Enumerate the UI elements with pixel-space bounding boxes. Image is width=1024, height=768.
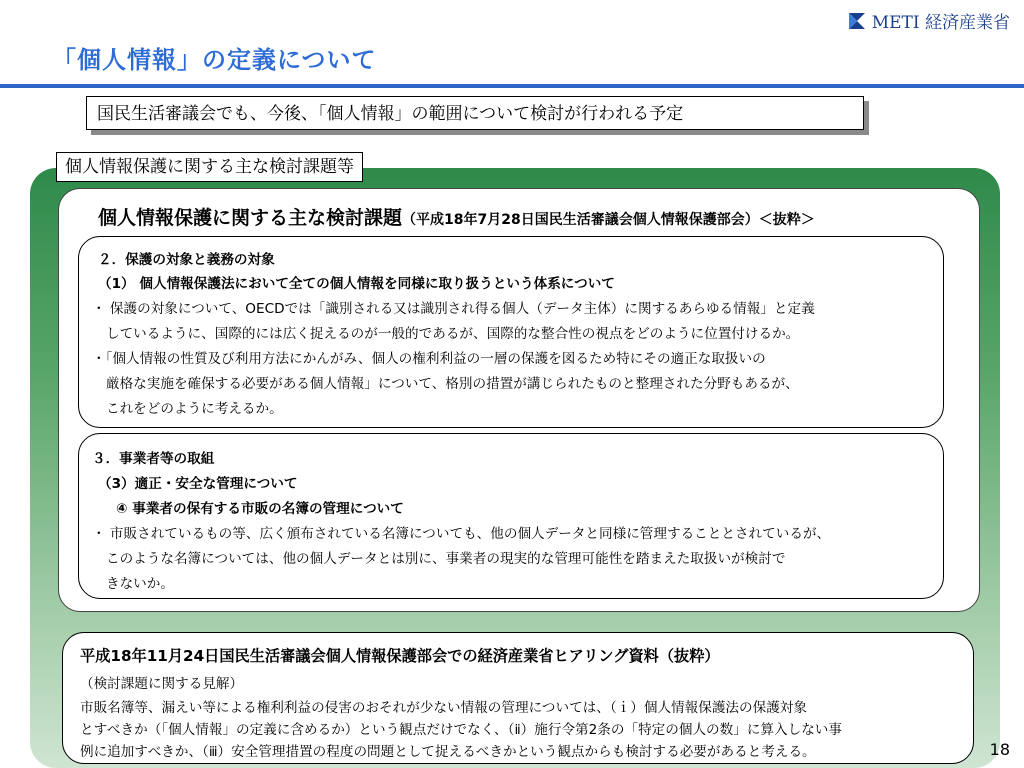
box2-line-6: きないか。 <box>106 576 174 592</box>
upper-heading <box>98 203 815 230</box>
box2-line-3: ④ 事業者の保有する市販の名簿の管理について <box>116 501 404 517</box>
page-number: 18 <box>989 740 1010 759</box>
meti-logo-icon <box>846 10 868 32</box>
box1-line-4: しているように、国際的には広く捉えるのが一般的であるが、国際的な整合性の視点をどのように位置付けるか。 <box>106 326 800 342</box>
lower-line-1: 市販名簿等、漏えい等による権利利益の侵害のおそれが少ない情報の管理については、（ｉ）個人情報保護法の保護対象 <box>80 700 807 716</box>
title-divider <box>0 84 1024 88</box>
logo-text: METI 経済産業省 <box>871 13 1010 33</box>
lower-line-2: とすべきか（「個人情報」の定義に含めるか）という観点だけでなく、（ⅱ）施行令第2条の「特定の個人の数」に算入しない事 <box>80 722 842 738</box>
box1-line-1: ２．保護の対象と義務の対象 <box>98 252 275 268</box>
box2-line-4: ・ 市販されているもの等、広く頒布されている名簿についても、他の個人データと同様に管理することとされているが、 <box>92 526 831 542</box>
lower-line-3: 例に追加すべきか、（ⅲ）安全管理措置の程度の問題として捉えるべきかという観点からも検討する必要があると考える。 <box>80 744 816 760</box>
box1-line-6: 厳格な実施を確保する必要がある個人情報」について、格別の措置が講じられたものと整理された分野もあるが、 <box>106 376 799 392</box>
box1-line-2: （1） 個人情報保護法において全ての個人情報を同様に取り扱うという体系について <box>98 276 615 292</box>
lower-heading: 平成18年11月24日国民生活審議会個人情報保護部会での経済産業省ヒアリング資料（抜粋） <box>80 647 720 665</box>
meti-logo <box>846 8 1010 33</box>
section-label: 個人情報保護に関する主な検討課題等 <box>56 152 363 182</box>
box2-line-2: （3）適正・安全な管理について <box>98 476 298 492</box>
lower-subheading: （検討課題に関する見解） <box>80 676 244 692</box>
box1-line-5: ・「個人情報の性質及び利用方法にかんがみ、個人の権利利益の一層の保護を図るため特にその適正な取扱いの <box>92 351 766 367</box>
upper-heading-text: 個人情報保護に関する主な検討課題 <box>98 207 403 229</box>
page-title: 「個人情報」の定義について <box>52 46 377 74</box>
box2-line-1: ３．事業者等の取組 <box>92 451 215 467</box>
notice-box: 国民生活審議会でも、今後、「個人情報」の範囲について検討が行われる予定 <box>86 96 864 130</box>
upper-heading-source: （平成18年7月28日国民生活審議会個人情報保護部会）＜抜粋＞ <box>402 212 815 228</box>
box1-line-3: ・ 保護の対象について、OECDでは「識別される又は識別され得る個人（データ主体）に関するあらゆる情報」と定義 <box>92 301 815 317</box>
box2-line-5: このような名簿については、他の個人データとは別に、事業者の現実的な管理可能性を踏まえた取扱いが検討で <box>106 551 786 567</box>
box1-line-7: これをどのように考えるか。 <box>106 401 283 417</box>
